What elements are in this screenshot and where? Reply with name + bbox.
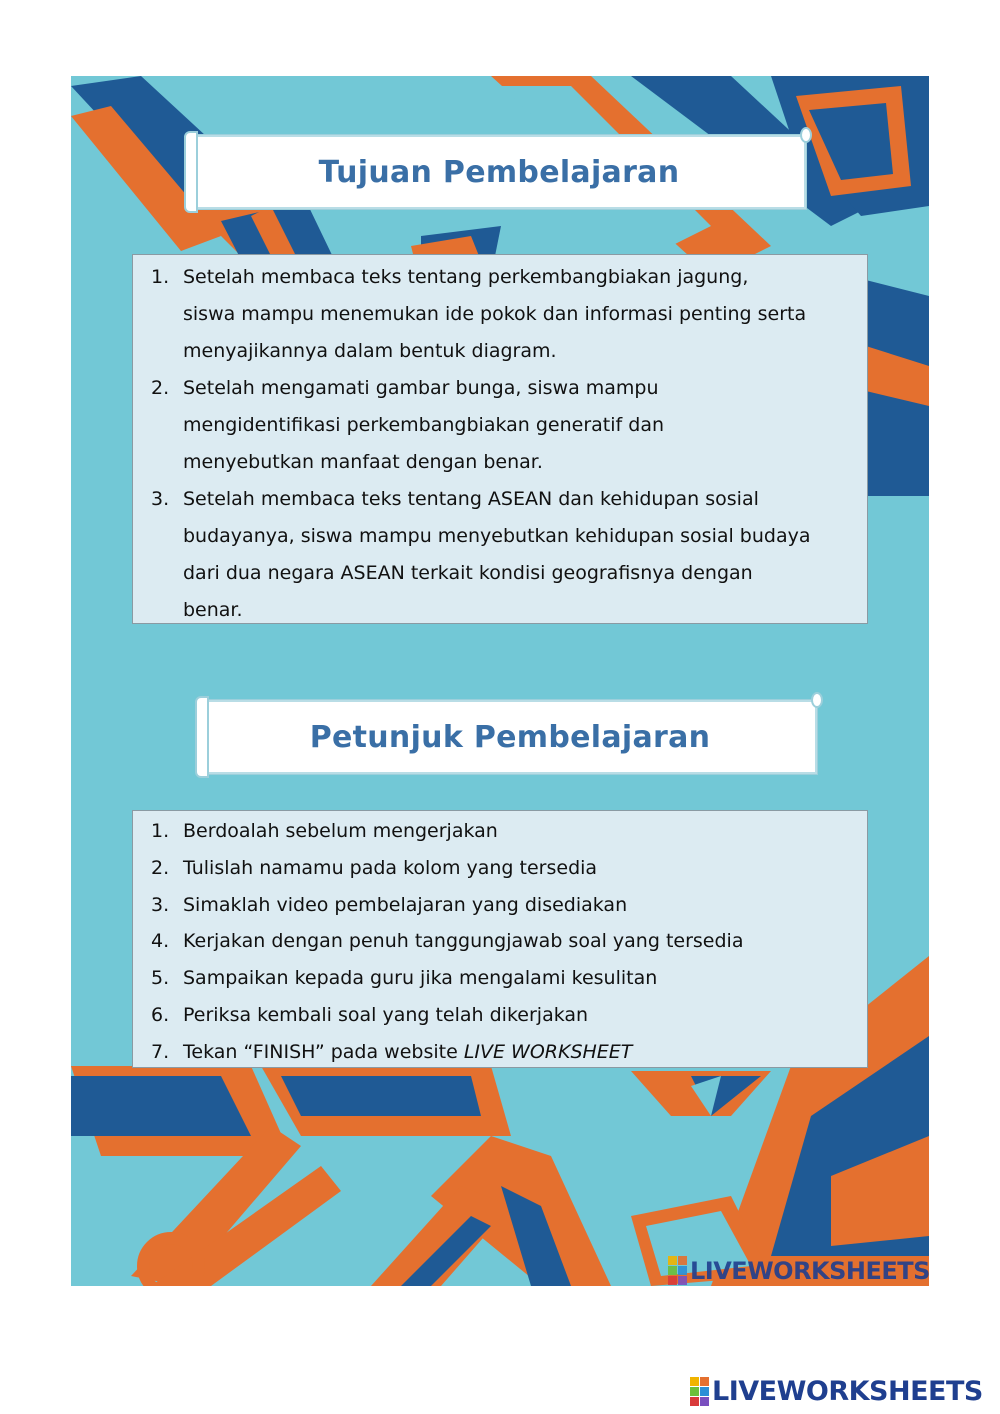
liveworksheets-logo-text: LIVEWORKSHEETS <box>712 1376 983 1407</box>
learning-instructions-box <box>132 810 868 1068</box>
section-title-banner-petunjuk <box>203 700 817 774</box>
list-item: 1. Berdoalah sebelum mengerjakan <box>151 820 498 842</box>
learning-objectives-box <box>132 254 868 624</box>
learning-instructions-list <box>151 813 859 1071</box>
list-item: 1. Setelah membaca teks tentang perkembangbiakan jagung, siswa mampu menemukan ide pokok dan informasi penting serta menyajikannya dalam bentuk diagram. <box>151 266 807 362</box>
list-item: 6. Periksa kembali soal yang telah dikerjakan <box>151 1003 589 1026</box>
liveworksheets-logo[interactable] <box>690 1376 983 1407</box>
liveworksheets-watermark: LIVEWORKSHEETS <box>668 1256 930 1285</box>
stapler-illustration <box>371 1136 611 1286</box>
section-title-banner-tujuan <box>192 135 806 209</box>
stationery-illustration-lower <box>71 1066 771 1156</box>
list-item: 3. Simaklah video pembelajaran yang disediakan <box>151 893 628 916</box>
list-item: 5. Sampaikan kepada guru jika mengalami kesulitan <box>151 967 658 990</box>
liveworksheets-logo-icon <box>690 1377 709 1406</box>
list-item: 3. Setelah membaca teks tentang ASEAN dan kehidupan sosial budayanya, siswa mampu menyebutkan kehidupan sosial budaya dari dua negara ASEAN terkait kondisi geografisnya dengan benar. <box>151 488 811 621</box>
liveworksheets-logo-icon <box>668 1256 687 1285</box>
section-title-petunjuk: Petunjuk Pembelajaran <box>309 719 711 755</box>
list-item: 2. Tulislah namamu pada kolom yang tersedia <box>151 856 598 879</box>
list-item: 4. Kerjakan dengan penuh tanggungjawab soal yang tersedia <box>151 930 744 953</box>
list-item: 2. Setelah mengamati gambar bunga, siswa mampu mengidentifikasi perkembangbiakan generatif dan menyebutkan manfaat dengan benar. <box>151 377 665 473</box>
learning-objectives-list <box>151 259 859 629</box>
list-item: 7. Tekan “FINISH” pada website LIVE WORKSHEET <box>151 1040 633 1063</box>
section-title-tujuan: Tujuan Pembelajaran <box>318 154 680 190</box>
